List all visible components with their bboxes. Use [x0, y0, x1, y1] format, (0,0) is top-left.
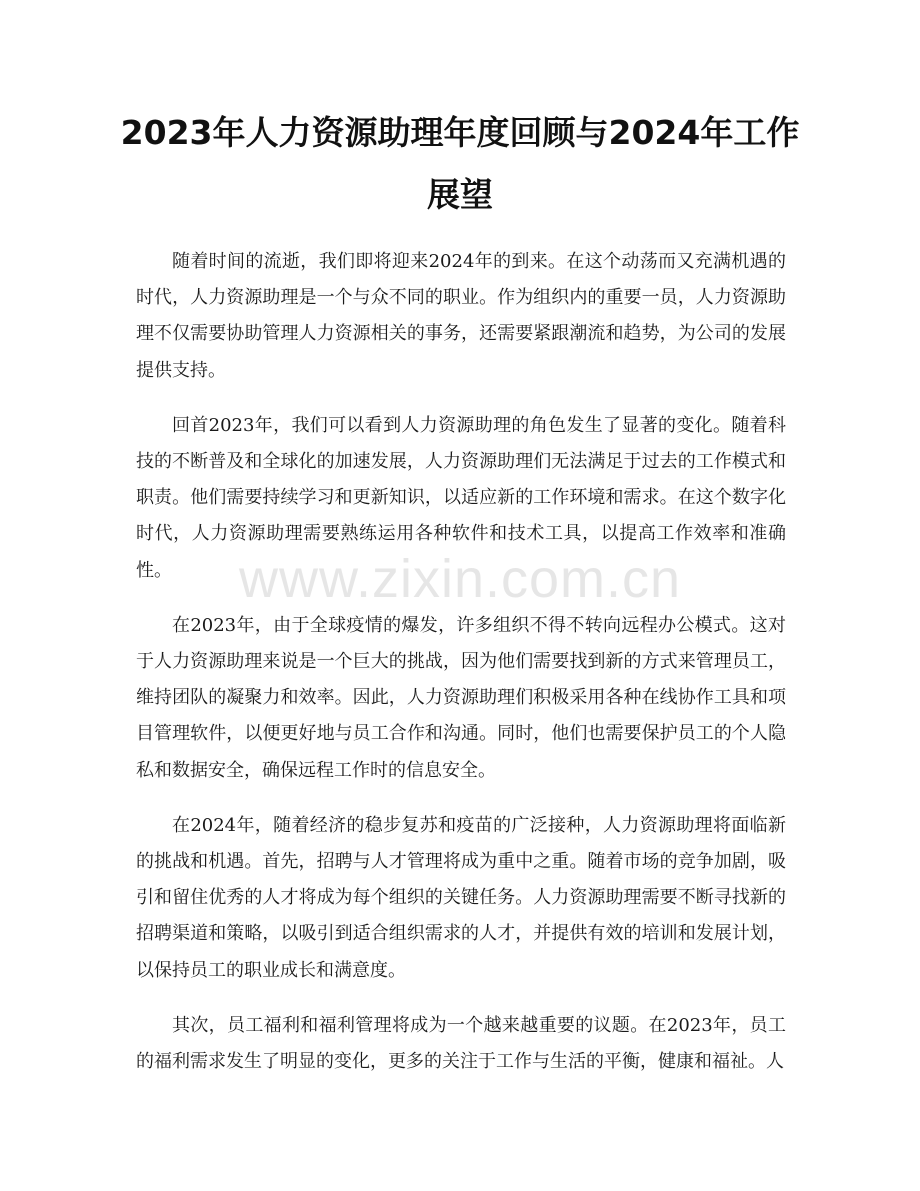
- paragraph-1: 随着时间的流逝，我们即将迎来2024年的到来。在这个动荡而又充满机遇的时代，人力资源助理是一个与众不同的职业。作为组织内的重要一员，人力资源助理不仅需要协助管理人力资源相关的事务，还需要紧跟潮流和趋势，为公司的发展提供支持。: [136, 251, 786, 381]
- watermark: www.zixin.com.cn: [238, 549, 682, 609]
- document-body: [136, 244, 786, 1099]
- paragraph-3: 在2023年，由于全球疫情的爆发，许多组织不得不转向远程办公模式。这对于人力资源助理来说是一个巨大的挑战，因为他们需要找到新的方式来管理员工，维持团队的凝聚力和效率。因此，人力资源助理们积极采用各种在线协作工具和项目管理软件，以便更好地与员工合作和沟通。同时，他们也需要保护员工的个人隐私和数据安全，确保远程工作时的信息安全。: [136, 614, 786, 781]
- paragraph-5: 其次，员工福利和福利管理将成为一个越来越重要的议题。在2023年，员工的福利需求发生了明显的变化，更多的关注于工作与生活的平衡，健康和福祉。人: [136, 1014, 786, 1073]
- paragraph-4: 在2024年，随着经济的稳步复苏和疫苗的广泛接种，人力资源助理将面临新的挑战和机遇。首先，招聘与人才管理将成为重中之重。随着市场的竞争加剧，吸引和留住优秀的人才将成为每个组织的关键任务。人力资源助理需要不断寻找新的招聘渠道和策略，以吸引到适合组织需求的人才，并提供有效的培训和发展计划，以保持员工的职业成长和满意度。: [136, 814, 786, 981]
- document-title: 2023年人力资源助理年度回顾与2024年工作展望: [120, 113, 800, 214]
- paragraph-2: 回首2023年，我们可以看到人力资源助理的角色发生了显著的变化。随着科技的不断普及和全球化的加速发展，人力资源助理们无法满足于过去的工作模式和职责。他们需要持续学习和更新知识，以适应新的工作环境和需求。在这个数字化时代，人力资源助理需要熟练运用各种软件和技术工具，以提高工作效率和准确性。: [136, 414, 786, 581]
